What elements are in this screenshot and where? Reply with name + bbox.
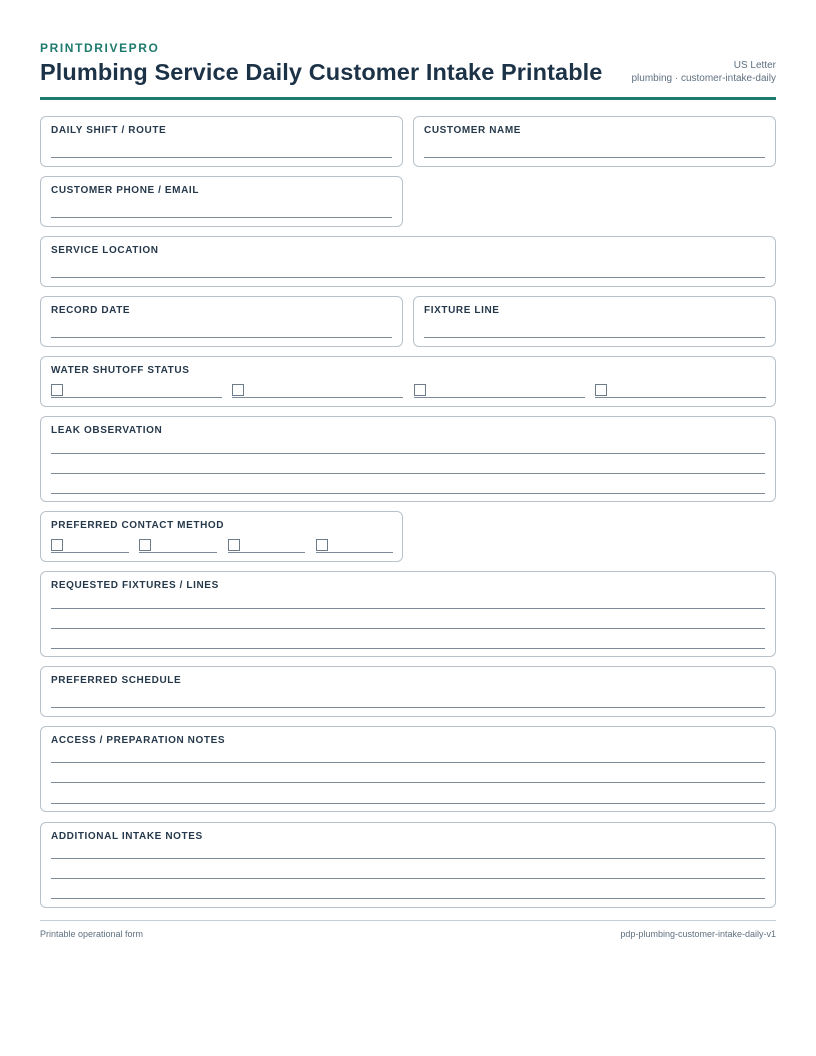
shutoff-option[interactable] (51, 384, 222, 398)
write-line[interactable] (595, 397, 766, 398)
write-line[interactable] (51, 217, 392, 218)
field-label: PREFERRED CONTACT METHOD (51, 520, 225, 531)
write-line[interactable] (139, 552, 217, 553)
contact-option[interactable] (51, 539, 129, 553)
footer-rule (40, 920, 776, 921)
field-label: PREFERRED SCHEDULE (51, 675, 182, 686)
field-label: ADDITIONAL INTAKE NOTES (51, 831, 203, 842)
field-label: DAILY SHIFT / ROUTE (51, 125, 167, 136)
shutoff-option[interactable] (414, 384, 585, 398)
write-line[interactable] (51, 397, 222, 398)
write-line[interactable] (424, 157, 765, 158)
field-label: CUSTOMER NAME (424, 125, 522, 136)
field-label: SERVICE LOCATION (51, 245, 159, 256)
write-line[interactable] (228, 552, 305, 553)
footer-note: Printable operational form (40, 929, 144, 939)
preferred-schedule-field (40, 666, 776, 717)
checkbox[interactable] (51, 539, 63, 551)
water-shutoff-field (40, 356, 776, 407)
write-line[interactable] (51, 782, 765, 783)
write-line[interactable] (414, 397, 585, 398)
write-line[interactable] (51, 453, 765, 454)
write-line[interactable] (51, 707, 765, 708)
write-line[interactable] (51, 898, 765, 899)
leak-observation-field (40, 416, 776, 502)
fixture-line-field (413, 296, 776, 347)
contact-method-field (40, 511, 403, 562)
field-label: WATER SHUTOFF STATUS (51, 365, 190, 376)
form-tags: plumbing · customer-intake-daily (631, 73, 776, 84)
requested-fixtures-field (40, 571, 776, 657)
field-label: LEAK OBSERVATION (51, 425, 163, 436)
checkbox[interactable] (228, 539, 240, 551)
checkbox[interactable] (414, 384, 426, 396)
checkbox[interactable] (595, 384, 607, 396)
write-line[interactable] (51, 858, 765, 859)
page-meta (631, 59, 776, 85)
write-line[interactable] (51, 337, 392, 338)
field-label: ACCESS / PREPARATION NOTES (51, 735, 226, 746)
write-line[interactable] (51, 803, 765, 804)
write-line[interactable] (51, 552, 129, 553)
write-line[interactable] (232, 397, 403, 398)
contact-option[interactable] (139, 539, 217, 553)
access-notes-field (40, 726, 776, 812)
write-line[interactable] (51, 878, 765, 879)
form-id: pdp-plumbing-customer-intake-daily-v1 (620, 929, 776, 939)
shutoff-option[interactable] (232, 384, 403, 398)
checkbox[interactable] (51, 384, 63, 396)
write-line[interactable] (51, 628, 765, 629)
page-title: Plumbing Service Daily Customer Intake Printable (40, 59, 603, 85)
record-date-field (40, 296, 403, 347)
field-label: FIXTURE LINE (424, 305, 500, 316)
write-line[interactable] (51, 493, 765, 494)
write-line[interactable] (51, 157, 392, 158)
contact-option[interactable] (228, 539, 305, 553)
write-line[interactable] (51, 473, 765, 474)
write-line[interactable] (316, 552, 393, 553)
phone-email-field (40, 176, 403, 227)
field-label: CUSTOMER PHONE / EMAIL (51, 185, 200, 196)
checkbox[interactable] (232, 384, 244, 396)
additional-notes-field (40, 822, 776, 908)
field-label: RECORD DATE (51, 305, 131, 316)
brand-name: PRINTDRIVEPRO (40, 41, 160, 55)
write-line[interactable] (424, 337, 765, 338)
field-label: REQUESTED FIXTURES / LINES (51, 580, 219, 591)
service-location-field (40, 236, 776, 287)
header-rule (40, 97, 776, 100)
customer-name-field (413, 116, 776, 167)
write-line[interactable] (51, 608, 765, 609)
write-line[interactable] (51, 762, 765, 763)
write-line[interactable] (51, 648, 765, 649)
checkbox[interactable] (316, 539, 328, 551)
shutoff-option[interactable] (595, 384, 766, 398)
checkbox[interactable] (139, 539, 151, 551)
contact-option[interactable] (316, 539, 393, 553)
shift-route-field (40, 116, 403, 167)
paper-size: US Letter (733, 60, 776, 71)
write-line[interactable] (51, 277, 765, 278)
